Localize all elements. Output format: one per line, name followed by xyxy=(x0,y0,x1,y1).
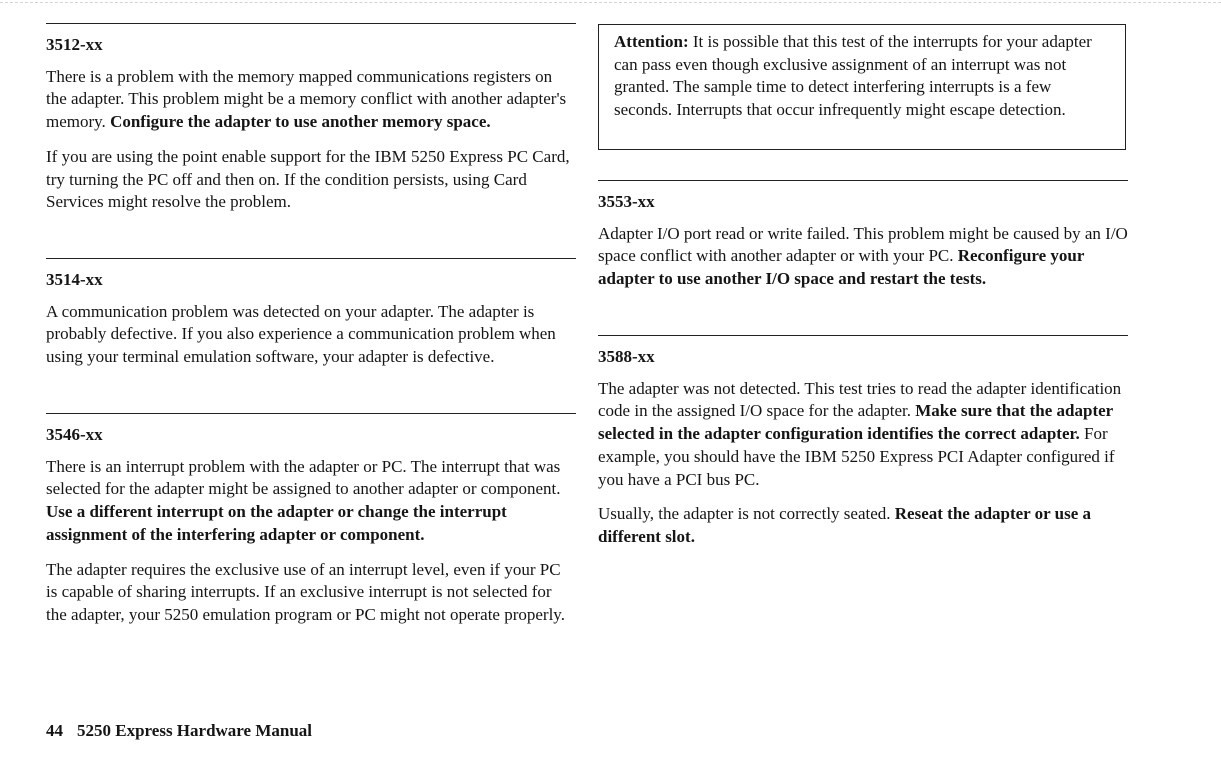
section-rule xyxy=(46,413,576,414)
paragraph: Usually, the adapter is not correctly seated. Reseat the adapter or use a different slot. xyxy=(598,504,1092,546)
error-code: 3546-xx xyxy=(46,425,103,444)
paragraph: The adapter was not detected. This test tries to read the adapter identification code in the assigned I/O space for the adapter. Make sure that the adapter selected in the adapter configuration identifies the correct adapter. For example, you should have the IBM 5250 Express PCI Adapter configured if you have a PCI bus PC. xyxy=(598,378,1122,489)
section-3588 xyxy=(598,335,1128,549)
paragraph: If you are using the point enable support for the IBM 5250 Express PC Card, try turning the PC off and then on. If the condition persists, using Card Services might resolve the problem. xyxy=(46,146,570,212)
section-3514 xyxy=(46,258,576,369)
section-rule xyxy=(46,258,576,259)
manual-title: 5250 Express Hardware Manual xyxy=(77,721,313,740)
attention-text: It is possible that this test of the interrupts for your adapter can pass even though exclusive assignment of an interrupt was not granted. The sample time to detect interfering interrupts is a few seconds. Interrupts that occur infrequently might escape detection. xyxy=(614,32,1092,120)
section-3546 xyxy=(46,413,576,627)
paragraph: There is a problem with the memory mapped communications registers on the adapter. This problem might be a memory conflict with another adapter's memory. Configure the adapter to use another memory space. xyxy=(46,66,567,132)
section-rule xyxy=(46,23,576,24)
section-3512 xyxy=(46,23,576,214)
section-3553 xyxy=(598,180,1128,291)
error-code: 3514-xx xyxy=(46,270,103,289)
error-code: 3553-xx xyxy=(598,192,655,211)
paragraph: There is an interrupt problem with the adapter or PC. The interrupt that was selected for the adapter might be assigned to another adapter or component. Use a different interrupt on the adapter or change the interrupt assignment of the interfering adapter or component. xyxy=(46,456,561,544)
paragraph: The adapter requires the exclusive use of an interrupt level, even if your PC is capable of sharing interrupts. If an exclusive interrupt is not selected for the adapter, your 5250 emulation program or PC might not operate properly. xyxy=(46,559,565,624)
paragraph: Adapter I/O port read or write failed. This problem might be caused by an I/O space conflict with another adapter or with your PC. Reconfigure your adapter to use another I/O space and restart the tests. xyxy=(598,223,1128,289)
error-code: 3512-xx xyxy=(46,35,103,54)
scan-edge-line xyxy=(0,2,1221,3)
error-code: 3588-xx xyxy=(598,347,655,366)
paragraph: A communication problem was detected on your adapter. The adapter is probably defective. If you also experience a communication problem when using your terminal emulation software, your adapter is defective. xyxy=(46,301,556,367)
attention-label: Attention: xyxy=(614,32,689,51)
page-number: 44 xyxy=(46,721,63,740)
section-rule xyxy=(598,335,1128,336)
attention-box xyxy=(598,24,1126,150)
page-footer xyxy=(46,720,312,743)
section-rule xyxy=(598,180,1128,181)
